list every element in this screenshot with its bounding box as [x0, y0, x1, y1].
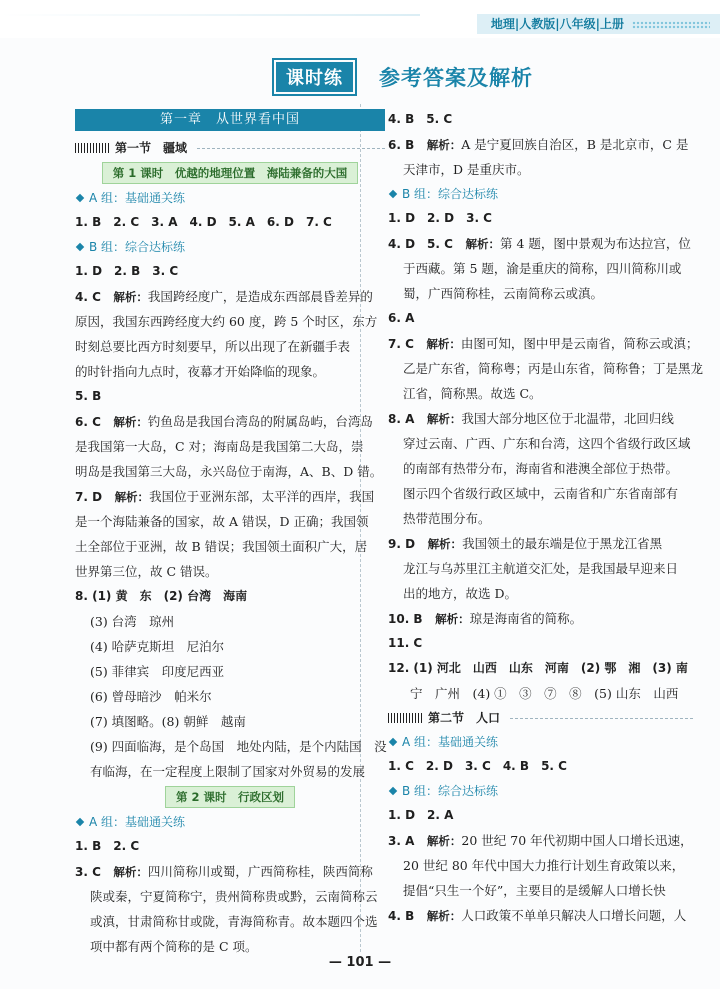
page-number: — 101 — — [328, 955, 392, 970]
answer-text: (5) 菲律宾 印度尼西亚 — [90, 664, 225, 679]
answer-line: 1. B 2. C 3. A 4. D 5. A 6. D 7. C — [75, 215, 332, 229]
answer-text: 于西藏。第 5 题，渝是重庆的简称，四川简称川或 — [403, 261, 682, 276]
answer-number: 3. C — [75, 865, 101, 879]
answer-text: (3) 台湾 琼州 — [90, 614, 175, 629]
answer-line: 1. D 2. B 3. C — [75, 264, 179, 278]
answer-line — [388, 331, 699, 356]
answer-text: 20 世纪 70 年代初期中国人口增长迅速， — [461, 833, 693, 848]
analysis-label: 解析： — [465, 237, 500, 251]
group-title: A 组：基础通关练 — [89, 815, 186, 829]
answer-text: 出的地方，故选 D。 — [403, 586, 517, 601]
answer-text: 龙江与乌苏里江主航道交汇处，是我国最早迎来日 — [403, 561, 679, 576]
section-rule — [197, 148, 385, 149]
group-title: A 组：基础通关练 — [89, 191, 186, 205]
section-heading-1 — [75, 136, 385, 160]
lesson-title: 第 1 课时 优越的地理位置 海陆兼备的大国 — [102, 162, 359, 184]
analysis-label: 解析： — [113, 865, 148, 879]
answer-text: (7) 填图略。(8) 朝鲜 越南 — [90, 714, 246, 729]
page-title — [272, 60, 533, 94]
answer-text: 时刻总要比西方时刻要早，所以出现了在新疆手表 — [75, 339, 351, 354]
answer-text: 20 世纪 80 年代中国大力推行计划生育政策以来， — [403, 858, 685, 873]
answer-number: 4. C — [75, 290, 101, 304]
answer-text: 热带范围分布。 — [403, 511, 491, 526]
answer-text: 是我国第一大岛，C 对；海南岛是我国第二大岛，崇 — [75, 439, 364, 454]
answer-text: 图示四个省级行政区域中，云南省和广东省南部有 — [403, 486, 679, 501]
group-a-heading — [75, 810, 385, 834]
answer-line: 1. D 2. A — [388, 808, 454, 822]
answer-line — [75, 284, 385, 309]
analysis-label: 解析： — [426, 834, 462, 848]
answer-text: (4) 哈萨克斯坦 尼泊尔 — [90, 639, 225, 654]
diamond-icon — [389, 787, 397, 795]
answer-line: 4. B 5. C — [388, 112, 453, 126]
series-text: 地理|人教版|八年级|上册 — [490, 17, 624, 31]
title-box-text: 课时练 — [276, 62, 353, 92]
group-b-heading — [388, 779, 693, 803]
answer-text: 我国位于亚洲东部，太平洋的西岸，我国 — [149, 489, 375, 504]
answer-number: 7. C — [388, 337, 414, 351]
diamond-icon — [76, 243, 84, 251]
series-label — [477, 14, 720, 34]
answer-line — [388, 231, 693, 256]
analysis-label: 解析： — [113, 290, 148, 304]
lesson-heading-2 — [75, 786, 385, 808]
answer-text: 我国领土的最东端是位于黑龙江省黑 — [462, 536, 663, 551]
header-band — [0, 0, 720, 38]
answer-text: 土全部位于亚洲，故 B 错误；我国领土面积广大，居 — [75, 539, 368, 554]
section-title: 第一节 疆域 — [115, 141, 188, 155]
lesson-heading-1 — [75, 162, 385, 184]
answer-line — [75, 484, 385, 509]
answer-number: 4. B — [388, 909, 415, 923]
bars-icon — [388, 713, 422, 723]
answer-text: 蜀，广西简称桂，云南简称云或滇。 — [403, 286, 604, 301]
answer-text: 世界第三位，故 C 错误。 — [75, 564, 218, 579]
dot-pattern — [632, 21, 710, 29]
answer-text: 江省，简称黑。故选 C。 — [403, 386, 542, 401]
answer-text: 我国跨经度广，是造成东西部晨昏差异的 — [147, 289, 373, 304]
answer-number: 7. D — [75, 490, 103, 504]
left-column — [75, 107, 385, 959]
group-title: A 组：基础通关练 — [402, 735, 499, 749]
answer-text: 的时针指向九点时，夜幕才开始降临的现象。 — [75, 364, 326, 379]
analysis-label: 解析： — [426, 412, 462, 426]
answer-text: 天津市，D 是重庆市。 — [403, 162, 530, 177]
group-title: B 组：综合达标练 — [89, 240, 186, 254]
answer-line — [388, 903, 693, 928]
title-box — [272, 58, 357, 96]
answer-line — [75, 409, 385, 434]
answer-text: 穿过云南、广西、广东和台湾，这四个省级行政区域 — [403, 436, 691, 451]
analysis-label: 解析： — [114, 490, 150, 504]
answer-number: 3. A — [388, 834, 415, 848]
answer-text: 原因，我国东西跨经度大约 60 度，跨 5 个时区，东方 — [75, 314, 378, 329]
answer-line — [75, 859, 385, 884]
answer-text: 有临海，在一定程度上限制了国家对外贸易的发展 — [90, 764, 366, 779]
title-main: 参考答案及解析 — [379, 66, 533, 90]
answer-text: 宁 广州 (4) ① ③ ⑦ ⑧ (5) 山东 山西 — [410, 686, 679, 701]
group-b-heading — [388, 182, 693, 206]
answer-line: 1. C 2. D 3. C 4. B 5. C — [388, 759, 567, 773]
answer-line — [388, 406, 693, 431]
answer-number: 10. B — [388, 612, 423, 626]
answer-line — [388, 531, 693, 556]
answer-text: 提倡“只生一个好”，主要目的是缓解人口增长快 — [403, 883, 666, 898]
section-heading-2 — [388, 706, 693, 730]
answer-text: 第 4 题，图中景观为布达拉宫，位 — [499, 236, 691, 251]
answer-text: 明岛是我国第三大岛，永兴岛位于南海，A、B、D 错。 — [75, 464, 383, 479]
answer-line: 8. (1) 黄 东 (2) 台湾 海南 — [75, 589, 248, 603]
header-rule — [0, 14, 420, 16]
chapter-heading: 第一章 从世界看中国 — [75, 109, 385, 131]
answer-text: 钓鱼岛是我国台湾岛的附属岛屿，台湾岛 — [147, 414, 373, 429]
answer-line: 12. (1) 河北 山西 山东 河南 (2) 鄂 湘 (3) 南 — [388, 661, 688, 675]
group-a-heading — [388, 730, 693, 754]
answer-text: 或滇，甘肃简称甘或陇，青海简称青。故本题四个选 — [90, 914, 378, 929]
analysis-label: 解析： — [427, 537, 463, 551]
answer-text: 项中都有两个简称的是 C 项。 — [90, 939, 258, 954]
diamond-icon — [76, 818, 84, 826]
group-b-heading — [75, 235, 385, 259]
answer-text: 由图可知，图中甲是云南省，简称云或滇； — [460, 336, 699, 351]
answer-line — [388, 606, 693, 631]
answer-number: 8. A — [388, 412, 415, 426]
analysis-label: 解析： — [113, 415, 148, 429]
answer-line — [388, 828, 693, 853]
analysis-label: 解析： — [435, 612, 470, 626]
answer-line: 6. A — [388, 311, 415, 325]
answer-text: 的南部有热带分布，海南省和港澳全部位于热带。 — [403, 461, 679, 476]
answer-text: A 是宁夏回族自治区，B 是北京市，C 是 — [461, 137, 689, 152]
analysis-label: 解析： — [426, 337, 461, 351]
lesson-title: 第 2 课时 行政区划 — [165, 786, 295, 808]
answer-line: 1. D 2. D 3. C — [388, 211, 492, 225]
diamond-icon — [76, 194, 84, 202]
answer-line — [388, 132, 693, 157]
section-title: 第二节 人口 — [428, 711, 501, 725]
answer-number: 6. B — [388, 138, 415, 152]
answer-text: 琼是海南省的简称。 — [469, 611, 583, 626]
diamond-icon — [389, 738, 397, 746]
analysis-label: 解析： — [426, 138, 462, 152]
answer-text: 四川简称川或蜀，广西简称桂，陕西简称 — [147, 864, 373, 879]
group-title: B 组：综合达标练 — [402, 187, 499, 201]
answer-text: (6) 曾母暗沙 帕米尔 — [90, 689, 212, 704]
answer-text: 乙是广东省，简称粤；丙是山东省，简称鲁；丁是黑龙 — [403, 361, 704, 376]
right-column — [388, 107, 704, 928]
answer-text: 人口政策不单单只解决人口增长问题，人 — [461, 908, 687, 923]
answer-text: 陕或秦，宁夏简称宁，贵州简称贵或黔，云南简称云 — [90, 889, 378, 904]
group-a-heading — [75, 186, 385, 210]
bars-icon — [75, 143, 109, 153]
answer-text: 我国大部分地区位于北温带，北回归线 — [461, 411, 674, 426]
section-rule — [510, 718, 693, 719]
answer-number: 4. D 5. C — [388, 237, 453, 251]
answer-line: 5. B — [75, 389, 102, 403]
diamond-icon — [389, 190, 397, 198]
answer-number: 9. D — [388, 537, 416, 551]
group-title: B 组：综合达标练 — [402, 784, 499, 798]
answer-line: 11. C — [388, 636, 423, 650]
answer-line: 1. B 2. C — [75, 839, 140, 853]
answer-number: 6. C — [75, 415, 101, 429]
analysis-label: 解析： — [426, 909, 462, 923]
answer-text: (9) 四面临海，是个岛国 地处内陆，是个内陆国 没 — [90, 739, 387, 754]
answer-text: 是一个海陆兼备的国家，故 A 错误，D 正确；我国领 — [75, 514, 369, 529]
